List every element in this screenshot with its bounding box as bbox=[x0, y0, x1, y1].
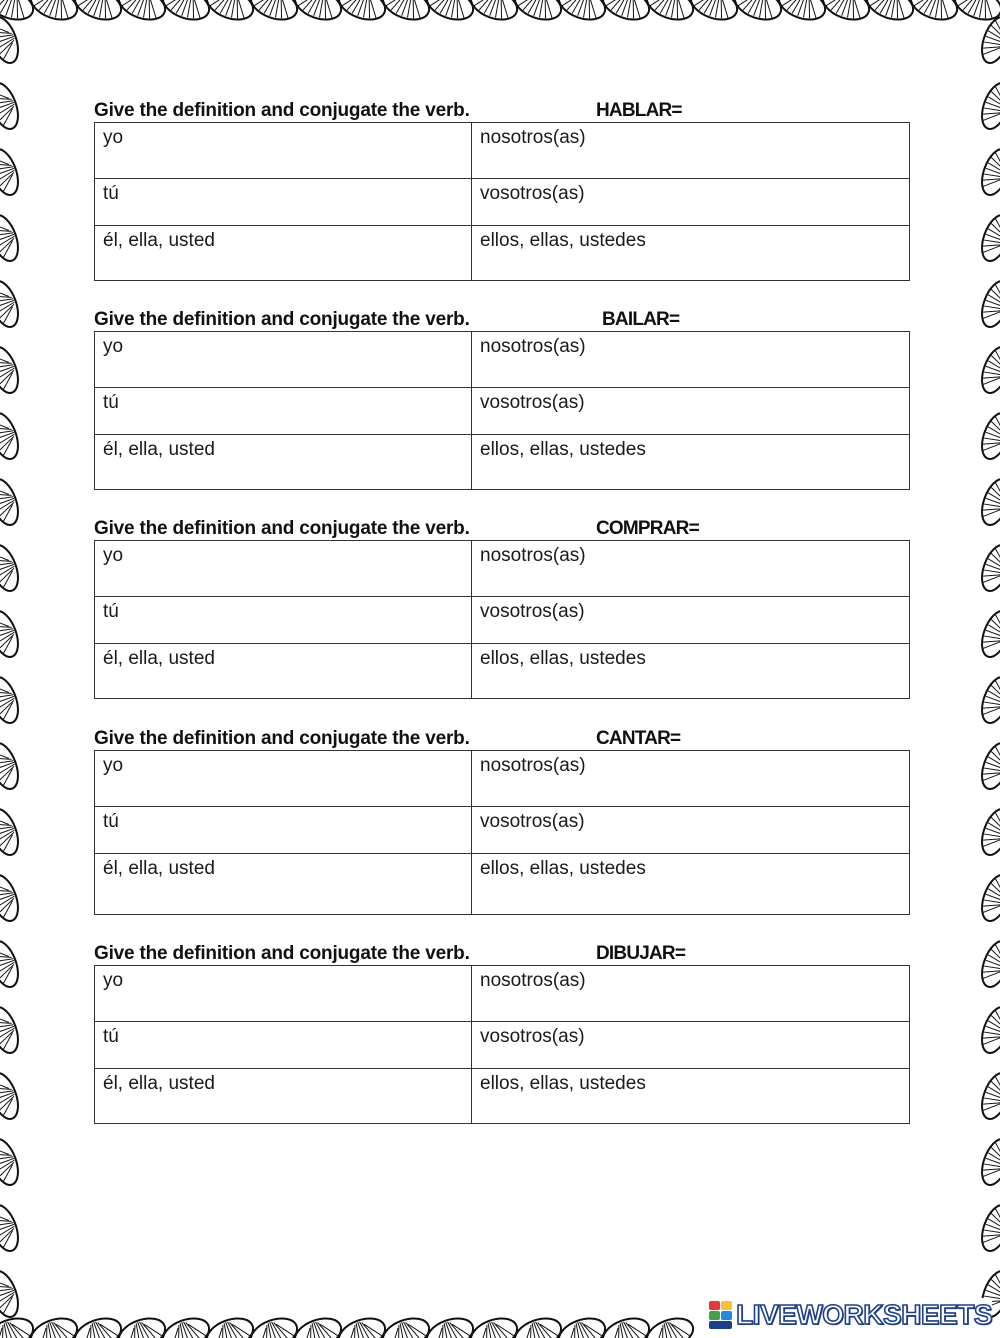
cell-nosotros[interactable]: nosotros(as) bbox=[472, 332, 910, 388]
liveworksheets-watermark bbox=[704, 1298, 992, 1332]
cell-el[interactable]: él, ella, usted bbox=[95, 435, 472, 490]
cell-vosotros[interactable]: vosotros(as) bbox=[472, 388, 910, 435]
conjugation-table bbox=[94, 965, 910, 1124]
verb-label: BAILAR= bbox=[602, 309, 680, 330]
cell-tu[interactable]: tú bbox=[95, 179, 472, 226]
conjugation-table bbox=[94, 122, 910, 281]
table-row bbox=[95, 751, 910, 807]
cell-tu[interactable]: tú bbox=[95, 388, 472, 435]
instruction-text: Give the definition and conjugate the verb. bbox=[94, 728, 470, 749]
table-row bbox=[95, 226, 910, 281]
verb-section-cantar bbox=[94, 728, 910, 915]
cell-tu[interactable]: tú bbox=[95, 1022, 472, 1069]
cell-el[interactable]: él, ella, usted bbox=[95, 854, 472, 915]
cell-vosotros[interactable]: vosotros(as) bbox=[472, 597, 910, 644]
conjugation-table bbox=[94, 750, 910, 915]
cell-ellos[interactable]: ellos, ellas, ustedes bbox=[472, 435, 910, 490]
verb-section-bailar bbox=[94, 309, 910, 490]
liveworksheets-logo-icon bbox=[708, 1300, 734, 1330]
table-row bbox=[95, 541, 910, 597]
cell-ellos[interactable]: ellos, ellas, ustedes bbox=[472, 226, 910, 281]
verb-label: HABLAR= bbox=[596, 100, 682, 121]
section-heading bbox=[94, 100, 910, 122]
cell-tu[interactable]: tú bbox=[95, 807, 472, 854]
table-row bbox=[95, 966, 910, 1022]
cell-el[interactable]: él, ella, usted bbox=[95, 644, 472, 699]
cell-ellos[interactable]: ellos, ellas, ustedes bbox=[472, 854, 910, 915]
watermark-text: LIVEWORKSHEETS bbox=[736, 1299, 992, 1330]
section-heading bbox=[94, 728, 910, 750]
cell-yo[interactable]: yo bbox=[95, 751, 472, 807]
table-row bbox=[95, 644, 910, 699]
table-row bbox=[95, 435, 910, 490]
table-row bbox=[95, 1022, 910, 1069]
conjugation-table bbox=[94, 540, 910, 699]
verb-label: DIBUJAR= bbox=[596, 943, 686, 964]
table-row bbox=[95, 807, 910, 854]
table-row bbox=[95, 123, 910, 179]
table-row bbox=[95, 179, 910, 226]
verb-label: COMPRAR= bbox=[596, 518, 699, 539]
cell-nosotros[interactable]: nosotros(as) bbox=[472, 966, 910, 1022]
cell-yo[interactable]: yo bbox=[95, 332, 472, 388]
conjugation-table bbox=[94, 331, 910, 490]
verb-section-hablar bbox=[94, 100, 910, 281]
cell-el[interactable]: él, ella, usted bbox=[95, 1069, 472, 1124]
cell-yo[interactable]: yo bbox=[95, 541, 472, 597]
verb-label: CANTAR= bbox=[596, 728, 681, 749]
cell-nosotros[interactable]: nosotros(as) bbox=[472, 541, 910, 597]
cell-nosotros[interactable]: nosotros(as) bbox=[472, 123, 910, 179]
section-heading bbox=[94, 309, 910, 331]
verb-section-comprar bbox=[94, 518, 910, 699]
table-row bbox=[95, 854, 910, 915]
cell-nosotros[interactable]: nosotros(as) bbox=[472, 751, 910, 807]
cell-el[interactable]: él, ella, usted bbox=[95, 226, 472, 281]
table-row bbox=[95, 597, 910, 644]
table-row bbox=[95, 332, 910, 388]
cell-vosotros[interactable]: vosotros(as) bbox=[472, 179, 910, 226]
instruction-text: Give the definition and conjugate the verb. bbox=[94, 943, 470, 964]
table-row bbox=[95, 1069, 910, 1124]
cell-vosotros[interactable]: vosotros(as) bbox=[472, 807, 910, 854]
cell-tu[interactable]: tú bbox=[95, 597, 472, 644]
cell-vosotros[interactable]: vosotros(as) bbox=[472, 1022, 910, 1069]
instruction-text: Give the definition and conjugate the verb. bbox=[94, 309, 470, 330]
verb-section-dibujar bbox=[94, 943, 910, 1124]
table-row bbox=[95, 388, 910, 435]
cell-ellos[interactable]: ellos, ellas, ustedes bbox=[472, 644, 910, 699]
section-heading bbox=[94, 943, 910, 965]
instruction-text: Give the definition and conjugate the verb. bbox=[94, 518, 470, 539]
cell-yo[interactable]: yo bbox=[95, 123, 472, 179]
cell-ellos[interactable]: ellos, ellas, ustedes bbox=[472, 1069, 910, 1124]
section-heading bbox=[94, 518, 910, 540]
instruction-text: Give the definition and conjugate the verb. bbox=[94, 100, 470, 121]
cell-yo[interactable]: yo bbox=[95, 966, 472, 1022]
